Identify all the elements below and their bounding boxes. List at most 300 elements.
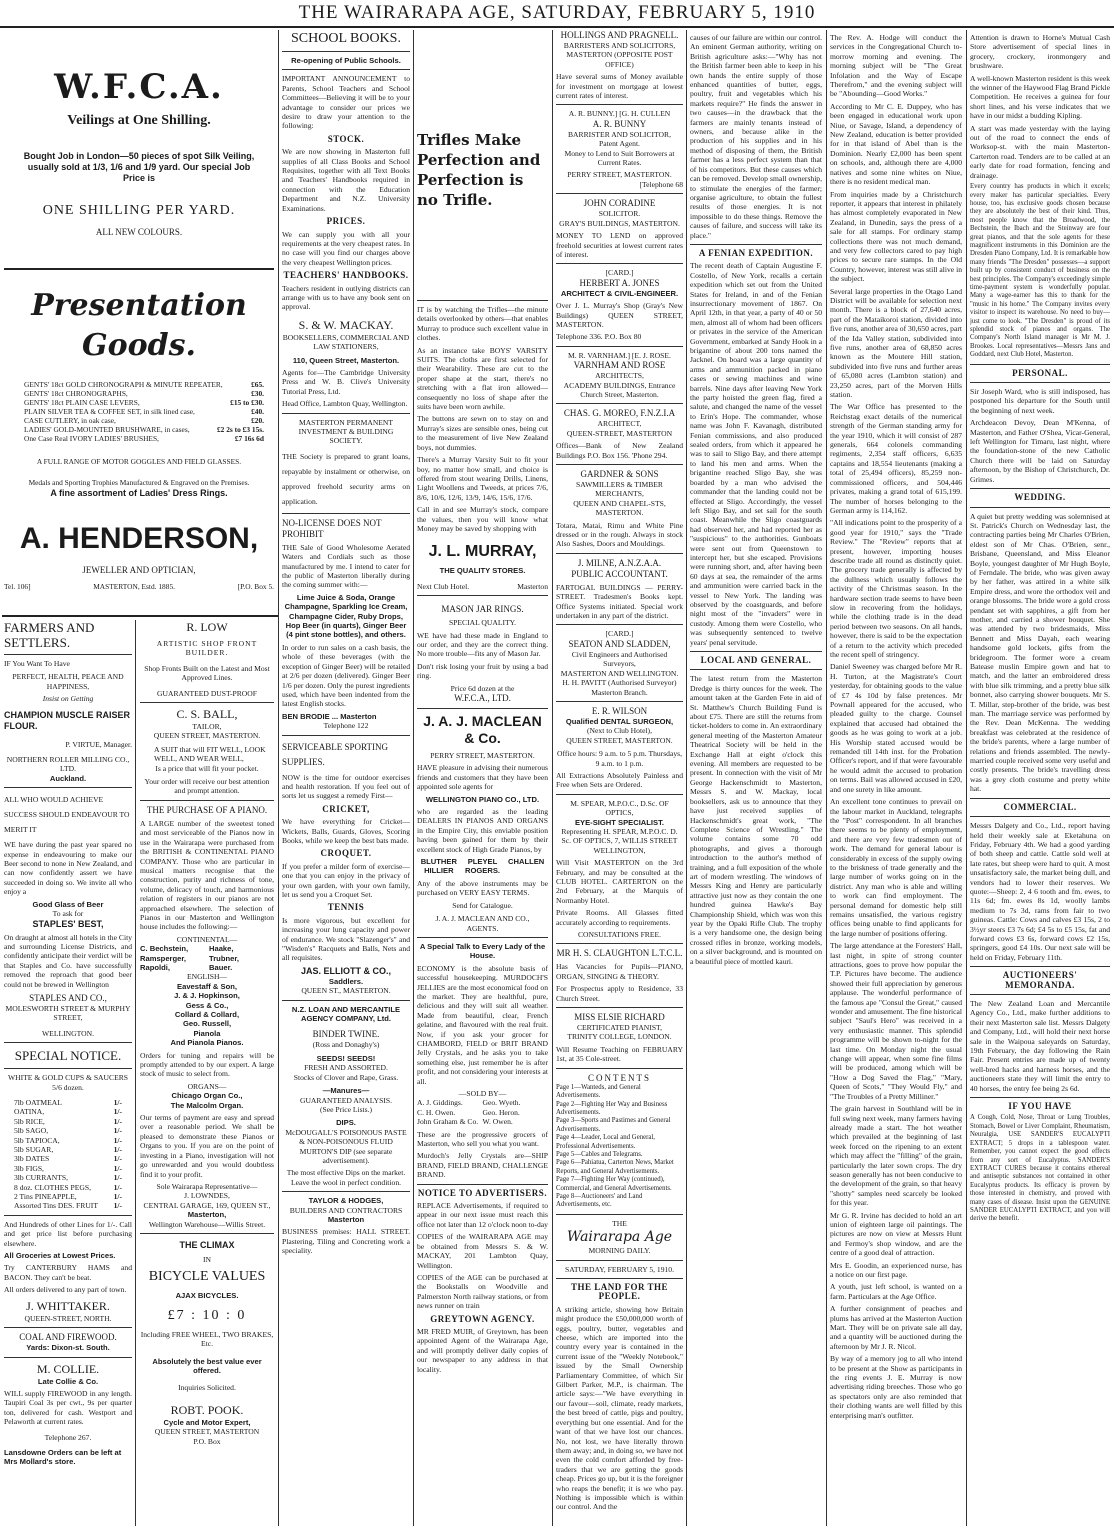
grocery-item-label: 5lb SUGAR, [14, 1145, 54, 1154]
suit-line: A SUIT that will FIT WELL, LOOK WELL, AND WEAR WELL, [154, 744, 266, 764]
twine-sub: (Ross and Donaghy's) [312, 1040, 380, 1050]
contents-item: Page 1—Wanteds, and General Advertisements. [556, 1083, 641, 1100]
maker-name: ROGERS. [464, 866, 500, 876]
collie-name: M. COLLIE. [36, 1361, 100, 1376]
copies2-body: COPIES of the AGE can be purchased at the Bookstalls on Woodville and Palmerston North railway stations, or from news runner on train [417, 1272, 548, 1311]
murray-town: Masterton [517, 581, 548, 591]
fred-body: MR FRED MUIR, of Greytown, has been appointed Agent of the Wairarapa Age, and will promptly deliver daily copies of our newspaper to any address in that locality. [417, 1326, 548, 1374]
contents-item: Page 4—Leader, Local and General, Professional Advertisements. [556, 1134, 655, 1150]
barristers-line: BARRISTERS AND SOLICITORS, [563, 41, 676, 50]
lend-line: Money to Lend to Suit Borrowers at Current Rates. [564, 148, 675, 168]
hodge-body: The Rev. A. Hodge will conduct the services in the Congregational Church to-morrow morning and evening. The morning subject will be "The Great Infolation and the Way of Escape Therefrom," and the evening subject will be "Abounding—Good Works." [830, 33, 962, 99]
lowest-line: All Groceries at Lowest Prices. [4, 1251, 116, 1261]
jones-name: HERBERT A. JONES [579, 277, 660, 288]
lowndes-name: J. LOWNDES, [184, 1191, 230, 1201]
contents-item: Page 3—Sports and Pastimes and General Advertisements. [556, 1117, 671, 1133]
greytown-heading: GREYTOWN AGENCY. [430, 1313, 535, 1324]
wellington-piano: WELLINGTON PIANO CO., LTD. [425, 794, 540, 804]
paper-name: Wairarapa Age [566, 1229, 673, 1246]
peaches-body: A further consignment of peaches and plums has arrived at the Masterton Auction Mart. They will be on private sale all day, and a quantity will be auctioned during the afternoon by Mr J. R. Nicol. [830, 1304, 962, 1351]
callin-body: Call in and see Murray's stock, compare the values, then you will know what Money may be saved by shopping with [417, 505, 548, 533]
masthead: THE WAIRARAPA AGE, SATURDAY, FEBRUARY 5, 1910 [0, 0, 1114, 28]
grocery-item-price: 1/- [113, 1107, 122, 1117]
pupils-line: Has Vacancies for Pupils—PIANO, ORGAN, SINGING & THEORY. [556, 962, 683, 981]
english-label: ENGLISH— [186, 972, 228, 982]
wilson-name: E. R. WILSON [591, 705, 648, 716]
maker-name: Ramsperger, [140, 953, 187, 963]
business-line: BUSINESS premises: HALL STREET. Plastering, Tiling and Concreting work a speciality. [282, 1227, 410, 1256]
trinity-line: TRINITY COLLEGE, LONDON. [567, 1032, 672, 1042]
beer-line: Good Glass of Beer [32, 899, 104, 909]
economy-body: ECONOMY is the absolute basis of successful housekeeping. MURDOCH'S JELLIES are the most economical food on the market. They are healthful, pure, delicious and they will suit all weather. Made from beautiful, clear, French gelatine, and flavoured with the real fruit. Now, if you ask your grocer for CHAMBORD, FIELD or BRIT BRAND Jelly Crystals, and he asks you to take something else, just remember he is after profit, and not considering your interests at all. [417, 963, 548, 1086]
mcdougall-line: McDOUGALL'S POISONOUS PASTE & NON-POISONOUS FLUID [285, 1127, 407, 1147]
moreo-trade: ARCHITECT, [597, 419, 642, 429]
consult-line: CONSULTATIONS FREE. [577, 930, 662, 940]
wfca-price: ONE SHILLING PER YARD. [42, 203, 236, 218]
maker-name: HILLIER [424, 866, 454, 876]
henderson-trade: JEWELLER AND OPTICIAN, [82, 564, 196, 575]
drinks-list: Lime Juice & Soda, Orange Champagne, Sparkling Ice Cream, Champagne Cider, Ruby Drops, Hop Beer (in quarts), Ginger Beer (4 pint stone bottles), and others. [284, 592, 408, 640]
grocery-item-label: 3lb FIGS, [14, 1163, 44, 1173]
claughton-name: MR H. S. CLAUGHTON L.T.C.L. [556, 948, 683, 959]
rings-line: A fine assortment of Ladies' Dress Rings. [50, 487, 228, 498]
saddlers-line: Saddlers. [328, 976, 364, 986]
prospectus-line: For Prospectus apply to Residence, 33 Church Street. [556, 984, 683, 1003]
rlow-name: R. LOW [186, 620, 228, 634]
contents-item: Page 8—Auctioneers' and Land Advertisements, etc. [556, 1192, 643, 1209]
virtue-line: P. VIRTUE, Manager. [65, 739, 132, 749]
seeds-heading: SEEDS! SEEDS! [316, 1053, 376, 1063]
canterbury-line: Try CANTERBURY HAMS and BACON. They can't be beat. [4, 1263, 132, 1282]
farmers-heading: FARMERS AND SETTLERS. [4, 620, 95, 650]
presentation-item [24, 398, 264, 407]
prices-body: We can supply you with all your requirements at the very cheapest rates. In no case will you find our charges above the very cheapest Wellington prices. [282, 229, 410, 267]
foresters-body: The large attendance at the Foresters' Hall, last night, in spite of strong counter attractions, goes to prove how popular the T.P. Pictures have become. The audience showed their full appreciation by generous applause. The wonderful performance of the famous ape "Consul the Great," caused wonder and amusement. The fine historical subject "Saul's Hero" was received in a very enthusiastic manner. This splendid programme will be shown to-night for the last time. On Monday night the usual change will appear, when some fine films will be produced, among which will be "How a Dog Saved the Flag," "Mary, Queen of Scots," "They Would Fly," and "The Troubles of a Pretty Milliner." [830, 941, 962, 1101]
presentation-item [24, 389, 264, 398]
yards-line: Yards: Dixon-st. South. [26, 1343, 110, 1353]
spear-name: M. SPEAR, M.P.O.C., D.Sc. OF OPTICS, [570, 798, 669, 818]
henderson-name: A. HENDERSON, [19, 521, 259, 555]
auctioneers-body: The New Zealand Loan and Mercantile Agency Co., Ltd., make further additions to their next Masterton sale list. Messrs Dalgety and Company, Ltd., will hold their next horse sale in the Waipoua saleyards on Saturday, 19th February, the day following the Rain Fair. Present entries are made up of twenty well-bred hacks and harness horses, and the auctioneers state they will limit the entry to 40 horses, the entry fee being 2s 6d. [970, 999, 1110, 1093]
queen110-line: 110, Queen Street, Masterton. [292, 355, 400, 365]
important-body: IMPORTANT ANNOUNCEMENT to Parents, School Teachers and School Committees—Believing it will be to your advantage to consider our prices we desire to draw your attention to the following: [282, 74, 410, 131]
absolutely-line: Absolutely the best value ever offered. [152, 1356, 262, 1375]
hollings-name: HOLLINGS AND PRAGNELL. [560, 30, 679, 40]
wfca-line: W.F.C.A., LTD. [454, 693, 511, 703]
seller-name: John Graham & Co. [417, 1117, 479, 1127]
pavitt-line: H. H. PAVITT (Authorised Surveyor) Masterton Branch. [562, 678, 677, 697]
grocery-item [14, 1192, 122, 1201]
card-label: [CARD.] [605, 268, 634, 278]
goodin-body: Mrs E. Goodin, an experienced nurse, has a notice on our first page. [830, 1260, 962, 1279]
stocks-line: Stocks of Clover and Rape, Grass. [293, 1072, 399, 1082]
quality-line: THE QUALITY STORES. [439, 566, 526, 576]
teachers-heading: TEACHERS' HANDBOOKS. [283, 270, 409, 281]
special-notice: SPECIAL NOTICE. [14, 1048, 122, 1064]
seller-name: W. Owen. [482, 1117, 513, 1127]
haywood-body: A well-known Masterton resident is this week the winner of the Haywood Flag Brand Pickle Competition. He receives a guinea for four short lines, and his verse indicates that we have in our midst a budding Kipling. [970, 73, 1110, 121]
maker-name: Pianola [193, 1028, 221, 1038]
grocery-item [14, 1145, 122, 1154]
collie-late: Late Collie & Co. [37, 1376, 99, 1386]
grocery-item-price: 1/- [113, 1126, 122, 1136]
varnham-names: M. R. VARNHAM.] [E. J. ROSE. [568, 350, 671, 360]
collie-tel: Telephone 267. [44, 1432, 92, 1442]
col4 [556, 30, 683, 1526]
presentation-item-label: CASE CUTLERY, in oak case, [24, 416, 116, 425]
presentation-item-label: LADIES' GOLD-MOUNTED BRUSHWARE, in cases, [24, 425, 190, 434]
prices-heading: PRICES. [326, 216, 366, 227]
coradine-money: MONEY TO LEND on approved freehold securities at lowest current rates of interest. [556, 231, 683, 259]
seller-name: A. J. Giddings. [417, 1098, 463, 1108]
nolicense-heading: NO-LICENSE DOES NOT PROHIBIT [282, 517, 382, 539]
grocery-item-label: 5lb RICE, [14, 1116, 45, 1126]
grocery-item [14, 1117, 122, 1126]
stock-body: We are now showing in Masterton full supplies of all Class Books and School Requisites, together with all Text Books and Teachers' Handbooks required in connection with the Education Department and N.Z. University Examinations. [282, 147, 410, 213]
col3 [417, 30, 548, 1526]
presentation-item [24, 425, 264, 434]
cups-line: WHITE & GOLD CUPS & SAUCERS 5/6 dozen. [7, 1073, 129, 1092]
land-body: A striking article, showing how Britain might produce the £50,000,000 worth of eggs, poultry, butter, vegetables and cheese, which are imported into the country every year is contained in the current issue of the "Weekly Notebook," issued by the Small Ownership Parliamentary Committee, of which Sir Gilbert Parker, M.P., is chairman. The article says:—"We have everything in our favour—soil, climate, ready markets, the best breed of cattle, pigs and poultry, everything but one essential. And for the want of that we have lost our chances. No, not lost, we have literally thrown them away; and, in doing so, we have not even the cold comfort afforded by free-traders that we are getting the goods cheap. Prices go up, but it is the foreigner who reaps the benefit; it is we who pay. Nothing is impossible which is within our control. And the [556, 1304, 683, 1512]
grocery-item [14, 1154, 122, 1163]
trifles-heading: Trifles Make Perfection and Perfection is no Trifle. [417, 131, 541, 209]
grocery-item [14, 1201, 122, 1210]
sweeney-body: Daniel Sweeney was charged before Mr R. H. Turton, at the Magistrate's Court yesterday, for obtaining goods to the value of £7 4s 10d by false pretences. Mr Pownall appeared for the accused, who pleaded guilty to the charge. Counsel explained that accused had obtained the goods as he was going to work at a job. His Worship stated accused would be remanded till 14th inst. for the Probation Officer's report, and if that were favourable he would admit the accused to probation on terms. Bail was allowed accused in £20, and one surety in like amount. [830, 662, 962, 794]
date-line: SATURDAY, FEBRUARY 5, 1910. [564, 1264, 674, 1274]
money-line: Have several sums of Money available for investment on mortgage at lowest current rates of interest. [556, 72, 683, 101]
special-talk: A Special Talk to Every Lady of the House. [419, 941, 546, 961]
maker-name: Gess & Co., [185, 1000, 229, 1010]
queen-m-line: QUEEN STREET, MASTERTON. [566, 735, 673, 745]
bunny-trade: BARRISTER AND SOLICITOR, [567, 129, 672, 139]
nzloan-name: N.Z. LOAN AND MERCANTILE AGENCY COMPANY, Ltd. [291, 1004, 401, 1024]
the-label: THE [612, 1218, 627, 1228]
tel122-line: Telephone 122 [323, 721, 369, 731]
col1-bottom [4, 620, 132, 1526]
bicycle-values: BICYCLE VALUES [148, 1269, 266, 1285]
presentation-list [24, 380, 264, 443]
murray-name: J. L. MURRAY, [428, 543, 537, 561]
bunny-perry: PERRY STREET, MASTERTON. [567, 170, 672, 180]
milne-name: J. MILNE, A.N.Z.A.A. [577, 557, 662, 568]
ball-address: QUEEN STREET, MASTERTON. [153, 731, 261, 741]
reopening-line: Re-opening of Public Schools. [291, 56, 401, 65]
queen-chapel-line: QUEEN AND CHAPEL-STS, MASTERTON. [573, 498, 666, 518]
grocery-item-label: 3lb CURRANTS, [14, 1173, 69, 1183]
tuning-line: Orders for tuning and repairs will be promptly attended to by our expert. A large stock of music to select from. [140, 1050, 274, 1079]
sawmillers-line: SAWMILLERS & TIMBER MERCHANTS, [575, 480, 663, 499]
academy-line: ACADEMY BUILDINGS, Entrance Church Street, Masterton. [563, 380, 676, 399]
collie-body: WILL supply FIREWOOD in any length. Taupiri Coal 3s per cwt., 9s per quarter ton, delivered for cash. Westport and Pelaworth at current rates. [4, 1388, 132, 1427]
masterton-well-line: MASTERTON AND WELLINGTON. [560, 668, 679, 678]
grain-body: The grain harvest in Southland will be in full swing next week, many farmers having already made a start. The hot weather which prevailed at the beginning of last week forced on the ripening to an extent which may affect the "filling" of the grain, particularly the later sown crops. The dry season generally has not been conducive to the development of the grain, so that heavy "shotty" samples need scarcely be looked for this year. [830, 1104, 962, 1208]
presentation-item-label: GENTS' 18ct GOLD CHRONOGRAPH & MINUTE REPEATER, [24, 380, 223, 389]
serge-body: There's a Murray Varsity Suit to fit your boy, no matter how small, and choice is offered from stout wearing Drills, Linens, Light Woollens and Tweeds, at prices 7/6, 8/6, 10/6, 12/6, 13/9, 14/6, 15/6, 17/6. [417, 455, 548, 502]
contents-item: Page 2—Fighting Her Way and Business Advertisements. [556, 1100, 668, 1116]
sellers-body: These are the progressive grocers of Masterton, who sell you what you want. [417, 1129, 548, 1149]
col5 [690, 30, 822, 1526]
sole-line: Sole Wairarapa Representative— [156, 1181, 258, 1191]
malcolm-line: The Malcolm Organ. [170, 1100, 244, 1110]
column-rule [686, 30, 687, 1526]
want-line: IF You Want To Have [4, 659, 70, 668]
grays-line: GRAY'S BUILDINGS, MASTERTON. [559, 218, 680, 228]
trade-body: "All indications point to the prosperity of a good year for 1910," says the "Trade Review." The "Review" reports that at present, however, importing houses describe trade all round as distinctly quiet. The grocery trade generally is affected by the dullness which usually follows the activity of the Christmas season. In the hardware section trade seems to have been slow in recovering from the holidays, while the clothing trade is in the dead period between two seasons. On all hands, however, there is said to be the expectation of a return to the activity which preceded the recent spell of stringency. [830, 518, 962, 659]
grocery-item-price: 1/- [113, 1135, 122, 1145]
memory-body: By way of a memory jog to all who intend to be present at the Show as participants in the ring events J. E. Murray is now advertising riding breeches. Those who go as spectators only are also reminded that their clothing wants are well filled by this enterprising man's outfitter. [830, 1354, 962, 1420]
hundreds-line: And Hundreds of other Lines for 1/-. Call and get price list before purchasing elsewhere. [4, 1219, 132, 1248]
grocery-item-label: 7lb OATMEAL [14, 1097, 62, 1107]
including-line: Including FREE WHEEL, TWO BRAKES, Etc. [140, 1329, 274, 1349]
grocery-item-price: 1/- [113, 1154, 122, 1164]
trifles-body: IT is by watching the Trifles—the minute details overlooked by others—that enables Murray to produce such excellent value in clothes. [417, 305, 548, 343]
orders-line: All orders delivered to any part of town. [4, 1285, 127, 1295]
cricket-body: We have everything for Cricket—Wickets, Balls, Guards, Gloves, Scoring Books, while we keep the best bats made. [282, 817, 410, 845]
presentation-item-label: One Case Real IVORY LADIES' BRUSHES, [24, 434, 159, 443]
dustproof-line: GUARANTEED DUST-PROOF [157, 688, 257, 698]
horne-body: Attention is drawn to Horne's Mutual Cash Store advertisement of special lines in grocery, crockery, ironmongery and brushware. [970, 33, 1110, 71]
agents-line: Agents for—The Cambridge University Press and W. B. Clive's University Tutorial Press, Ltd. [282, 367, 410, 396]
stamps-body: From inquiries made by a Christchurch reporter, it appears that interest in philately has almost completely evaporated in New Zealand, in Dunedin, says the press of a sale for all stamps. For ordinary stamp collections there was not much demand, and very few collectors cared to pay high prices to secure rare stamps. In the Old Country, however, interest was still alive in the subject. [830, 189, 962, 284]
grocery-item-price: 1/- [113, 1182, 122, 1192]
grocery-item-label: 8 doz. CLOTHES PEGS, [14, 1182, 91, 1192]
staples-co: STAPLES AND CO., [29, 992, 107, 1003]
henderson-address: MASTERTON, Estd. 1885. [93, 581, 175, 591]
youth-body: A youth, just left school, is wanted on a farm. Particulars at the Age Office. [830, 1282, 962, 1301]
coradine-name: JOHN CORADINE [583, 198, 656, 209]
grocery-item-price: 1/- [113, 1145, 122, 1154]
fresh-line: FRESH AND ASSORTED. [304, 1063, 388, 1073]
contents-list [556, 1084, 683, 1210]
otago-body: Several large properties in the Otago Land District will be available for selection next month. There is a block of 27,640 acres, part of the Mataikoroi station, divided into five runs, another area of 30,650 acres, part of the Ida Valley station, subdivided into five runs, another area of 68,850 acres known as the Moutere Hill station, subdivided into five runs and further areas of 65,080 acres (Lambton station) and 23,250 acres, part of the Morven Hills station. [830, 286, 962, 400]
perry-line: PERRY STREET, MASTERTON. [430, 751, 535, 760]
piano-title: THE PURCHASE OF A PIANO. [146, 804, 268, 815]
col6 [830, 30, 962, 1526]
continental-makers [140, 944, 274, 972]
piano-body: A LARGE number of the sweetest toned and most serviceable of the Pianos now in use in the Wairarapa were purchased from the BRITISH & CONTINENTAL PIANO COMPANY. Those who are particular in musical matters recognise that the construction, purity and richness of tone, volume, delicacy of touch, and harmonious relation of registers in our pianos are not approached elsewhere. The selection of Pianos in our Masterton and Wellington house includes the following:— [140, 818, 274, 932]
henderson-tel: Tel. 106] [4, 581, 31, 591]
ball-name: C. S. BALL, [176, 707, 238, 722]
insist-line: Insist on Getting [42, 694, 94, 704]
croquet-body: If you prefer a milder form of exercise—one that you can enjoy in the privacy of your own garden, with your own family, let us send you a Croquet Set. [282, 861, 410, 899]
success-line: ALL WHO WOULD ACHIEVE SUCCESS SHOULD ENDEAVOUR TO MERIT IT [4, 795, 130, 835]
wfca-body: Bought Job in London—50 pieces of spot Silk Veiling, usually sold at 1/3, 1/6 and 1/9 yard. Our special Job Price is [23, 151, 255, 183]
molesworth-line: MOLESWORTH STREET & MURPHY STREET, [5, 1003, 131, 1023]
grocery-item-price: 1/- [113, 1097, 122, 1107]
attention-line: Your order will receive our best attention and prompt attention. [144, 777, 270, 796]
mason-heading: MASON JAR RINGS. [441, 604, 524, 615]
divider [2, 615, 278, 617]
speciality-line: SPECIAL QUALITY. [448, 618, 517, 628]
next-club-line: (Next to Club Hotel), [587, 726, 652, 736]
col2 [282, 30, 410, 1526]
taylor-location: Masterton [327, 1214, 365, 1224]
chicago-line: Chicago Organ Co., [171, 1091, 243, 1101]
extractions-line: All Extractions Absolutely Painless and Free when Sets are Ordered. [556, 770, 683, 790]
murdoch-line: Murdoch's Jelly Crystals are—SHIP BRAND, FIELD BRAND, CHALLENGE BRAND. [417, 1151, 548, 1180]
maker-name: J. & J. Hopkinson, [174, 991, 240, 1001]
wedding-heading: WEDDING. [1014, 492, 1066, 503]
richard-name: MISS ELSIE RICHARD [574, 1012, 665, 1023]
mckenna-body: Archdeacon Devoy, Dean M'Kenna, of Masterton, and Father O'Shea, Vicar-General, left Wellington for Timaru, last night, where the foundation-stone of the new Catholic Church there will be laid on Saturday afternoon, by the Bishop of Christchurch, Dr. Grimes. [970, 418, 1110, 484]
maker-name: Geo. Russell, [182, 1019, 232, 1029]
grocery-item [14, 1098, 122, 1107]
staples-body: WE have during the past year spared no expense in endeavouring to make our Beer second to none in New Zealand, and can now confidently assert we have succeeded in doing so. We invite all who enjoy a [4, 840, 132, 897]
taylor-name: TAYLOR & HODGES, [308, 1196, 384, 1206]
staples-best: STAPLES' BEST, [32, 918, 104, 929]
maker-name: PLEYEL [467, 857, 498, 867]
commercial-body: Messrs Dalgety and Co., Ltd., report having held their weekly sale at Eketahuna on Friday, February 4th. We had a good yarding of both sheep and cattle. Cattle sold well at late rates, but sheep were hard to quit. A most unsatisfactory sale, the market being dull, and vendors had to lower their reserves. We quote:—Sheep: 2, 4 6 tooth and fm. ewes, to 11s 6d; fm. ewes 8s 1d, woolly lambs medium to 7s 3d, rams from fair to two guineas. Cattle: Cows and calves £3 15s, 2 to 3½yr steers £3 7s 6d; £4 5s to £5 15s, fat and forward cows £3 6s, forward cows £2 15s, springers, good £4 10s. Our next sale will be held on Friday, February 11th. [970, 821, 1110, 962]
auctioneers-heading: AUCTIONEERS' MEMORANDA. [1002, 970, 1078, 990]
tennis-body: Is more vigorous, but excellent for increasing your lung capacity and power of endurance. We stock "Slazenger's" and "Wisden's" Racquets and Balls, Nets and all requisites. [282, 915, 410, 963]
bicycle-price: £7 : 10 : 0 [167, 1307, 247, 1323]
cricket-heading: CRICKET, [322, 803, 370, 814]
pook-name: ROBT. POOK. [170, 1402, 244, 1417]
war-body: The War Office has presented to the Reichstag exact details of the numerical strength of the German standing army for the year 1910, which it will consist of 287 generals, 664 colonels commanding regiments, 2,354 staff officers, 6,635 captains and 18,554 lieutenants (making a total of 25,494 officers), 85,259 non-commissioned officers, and 504,446 privates, making a grand total of 615,199. The number of horses belonging to the German army is 114,162. [830, 402, 962, 515]
maker-name: Haake, [209, 944, 234, 954]
presentation-item-price: £65. [251, 380, 264, 389]
coradine-solicitor: SOLICITOR. [598, 209, 641, 219]
presentation-title: Presentation Goods. [31, 288, 247, 363]
presentation-item-price: £7 16s 6d [234, 434, 264, 443]
ball-trade: TAILOR, [192, 722, 222, 732]
inquiries-line: Inquiries Solicited. [178, 1383, 236, 1393]
terms-body: Our terms of payment are easy and spread over a reasonable period. We shall be pleased to demonstrate these Pianos or Organs to you. If you are on the point of investing in a Piano, investigation will not go unrewarded and you would doubtless find it to your profit. [140, 1113, 274, 1179]
mason-body: WE have had these made in England to our order, and they are the correct thing. No more trouble—fits any of Mason Jar. [417, 630, 548, 659]
presentation-item-price: £20. [251, 416, 264, 425]
col1b-right [140, 620, 274, 1526]
presentation-item-price: £40. [251, 407, 264, 416]
grocery-item-label: 5lb TAPIOCA, [14, 1135, 60, 1145]
price-line: Price 6d dozen at the [450, 683, 515, 693]
grocery-item-price: 1/- [113, 1173, 122, 1183]
grocery-item-price: 1/- [113, 1192, 122, 1202]
draught-body: On draught at almost all hotels in the City and surrounding License Districts, and confidently anticipate their verdict will be that Staples and Co. have successfully removed the reproach that good beer could not be brewed in Wellington [4, 932, 132, 989]
organs-label: ORGANS— [187, 1081, 227, 1091]
grocery-item-price: 1/- [113, 1116, 122, 1126]
stock-heading: STOCK. [327, 133, 365, 144]
ifyou-heading: IF YOU HAVE [1008, 1101, 1072, 1112]
opposite-line: MASTERTON (OPPOSITE POST OFFICE) [566, 50, 673, 69]
send-line: Send for Catalogue. [452, 900, 513, 910]
maclean-name: J. A. J. MACLEAN & Co. [423, 713, 542, 746]
tennis-heading: TENNIS [327, 902, 365, 913]
flour-name: CHAMPION MUSCLE RAISER FLOUR. [4, 709, 131, 731]
shopfronts-line: Shop Fronts Built on the Latest and Most Approved Lines. [144, 663, 270, 683]
contents-heading: CONTENTS [588, 1072, 651, 1083]
copies-body: COPIES of the WAIRARAPA AGE may be obtained from Messrs S. & W. MACKAY, 201 Lambton Quay, Wellington. [417, 1232, 548, 1270]
morning-line: MORNING DAILY. [588, 1246, 651, 1256]
leading-body: who are regarded as the leading DEALERS IN PIANOS AND ORGANS in the Empire City, this enviable position having been gained for them by their excellent stock of High Grade Pianos, by [417, 807, 548, 854]
croquet-heading: CROQUET. [320, 848, 372, 859]
booksellers-line: BOOKSELLERS, COMMERCIAL AND LAW STATIONERS, [282, 332, 410, 352]
bunny-names: A. R. BUNNY.] [G. H. CULLEN [568, 109, 671, 119]
elliott-address: QUEEN ST., MASTERTON. [301, 986, 391, 996]
contents-item: Page 6—Pahiatua, Carterton News, Market Reports, and General Advertisements. [556, 1159, 674, 1175]
guaranteed-line: GUARANTEED ANALYSIS. [299, 1095, 393, 1105]
sold-by: —SOLD BY— [458, 1089, 507, 1098]
bunny-tel: [Telephone 68 [639, 179, 683, 189]
grocery-item [14, 1136, 122, 1145]
brodie-line: BEN BRODIE ... Masterton [282, 711, 377, 721]
teachers-body: Teachers resident in outlying districts can arrange with us to have any book sent on approval. [282, 283, 410, 312]
auckland-line: Auckland. [49, 773, 87, 783]
perfect-line: PERFECT, HEALTH, PEACE AND HAPPINESS, [12, 672, 124, 691]
coal-heading: COAL AND FIREWOOD. [19, 1332, 117, 1343]
certificated-line: CERTIFICATED PIANIST, [576, 1023, 663, 1033]
grocery-item [14, 1173, 122, 1182]
suits-body: As an instance take BOYS' VARSITY SUITS. The cloths are first selected for their Wearability. These are cut to the proper shape at the start, there's no stretching with a flat iron allowed—consequently no loss of shape after the suits have been worn awhile. [417, 345, 548, 412]
fenian-body: The recent death of Captain Augustine F. Costello, of New York, recalls a certain expedition which set out from the United States for Ireland, in and of the Fenian insurrectionary movement of 1867. On April 12th, in that year, a party of 40 or 50 men, almost all of whom had been officers or privates in the service of the American Government, embarked at Sandy Hook in a brigantine of about 200 tons named the Jacknel. On board was a large quantity of arms and ammunition packed in piano cases or sewing machines and wine barrels. Nine days after leaving New York the party hoisted the green flag, fired a salute, and changed the name of the vessel to Erin's Hope. The commander, whose name was John F. Kavanagh, distributed Fenian commissions, and also produced sealed orders, from which it appeared he was to sail to Sligo Bay, and there attempt to land his men and arms. When the brigantine reached Sligo Bay, she was boarded by a man who advised the commander that the landing could not be effected at Sligo. Accordingly, the vessel left Sligo Bay, and set sail for the south coast. Meanwhile the Sligo coastguards had observed her, and had reported her as "suspicious" to the authorities. Gunboats were sent out from Queenstown to intercept her, but she escaped. Provisions were running short, and, after having been 60 days at sea, the remainder of the arms and ammunition were carried back in the vessel to New York. The landing was observed by the coastguards, and before night most of the "invaders" were in custody. Among them were Costello, who was subsequently sentenced to twelve years' penal servitude. [690, 261, 822, 647]
english-makers [140, 982, 274, 1038]
col7 [970, 30, 1110, 1526]
column-rule [966, 30, 967, 1526]
causes-body: causes of our failure are within our control. An eminent German authority, writing on British agriculture asks:—"Why has not the British farmer been able to keep in his own hands the entire supply of those enhanced quantities of butter, eggs, poultry, fruit and vegetables which his markets require?" He finds the answer in two causes—in the drawback that the farmers are mainly tenants instead of owners, and because alike in the production of his supplies and in his method of disposing of them, the British farmer has a less perfect system than that of his competitors. But these causes which can be removed. Develop small ownership, to stimulate the energies of the farmer; organise agriculture, to obtain the fullest results of those energies. It is not impossible to do these things. Remove the causes of failure, and success will take its place." [690, 33, 822, 240]
maclean2-line: J. A. J. MACLEAN AND CO., [435, 914, 530, 924]
in-line: IN [202, 1254, 211, 1264]
maker-name: Bauer. [209, 962, 233, 972]
pianola-line: And Pianola Pianos. [170, 1038, 244, 1048]
land-heading: THE LAND FOR THE PEOPLE. [570, 1282, 669, 1302]
wedding-body: A quiet but pretty wedding was solemnised at St. Patrick's Church on Wednesday last, the contracting parties being Mr Charles O'Brien, eldest son of Mr Chas. O'Brien, senr., Brisbane, Queensland, and Miss Eleanor Boyle, youngest daughter of Mr Hugh Boyle, of Ferndale. The bride, who was given away by her father, was attired in a white silk Empire dress, and wore the orthodox veil and orange blossoms. The bride wore a gold cross pendant set with sapphires, a gift from her mother, and carried a shower bouquet. She was attended by two bridesmaids, Miss Bennett and Miss Dayah, each wearing handsome gold lockets, gifts from the bridegroom. The former wore a cream Batease muslin Empire gown and hat to match, and the latter an embroidered dress with blue silk trimming, and a pretty blue silk bonnet, also carrying shower bouquets. Mr S. T. Millar, step-brother of the bride, was best man. The marriage service was performed by the Rev. Dean McKenna. The wedding breakfast was celebrated at the residence of the bride's parents, where a large number of relations and friends assembled. The newly-married couple received some very useful and costly presents. The bride's travelling dress was a grey cloth costume and pretty white hat. [970, 511, 1110, 794]
resume-line: Will Resume Teaching on FEBRUARY 1st, at 35 Cole-street. [556, 1044, 683, 1064]
maker-name: CHALLEN [508, 857, 545, 867]
sander-body: A Cough, Cold, Nose, Throat or Lung Troubles, Stomach, Bowel or Liver Complaint, Rheumatism, Neuralgia, USE SANDER'S EUCALYPTI EXTRACT; 5 drops in a tablespoon water. Remember, you cannot expect the good effects from any sort of Eucalyptus. SANDER'S EXTRACT CURES because it contains ethereal and antiseptic substances not contained in other Eucalyptus products. Its efficacy is proven by those interested in chemistry, and proved with many cases of disease. Insist upon the GENUINE SANDER EUCALYPTI EXTRACT, and you will derive the benefit. [970, 1114, 1110, 1223]
grocery-item-label: 5lb SAGO, [14, 1126, 49, 1136]
maker-name: BLUTHER [420, 857, 457, 867]
local-body: The latest return from the Masterton Dredge is thirty ounces for the week. The amount taken at the Garden Fete in aid of St. Matthew's Church Building Fund is about £75. There are still the returns from ticket-holders to come in. An extraordinary general meeting of the Masterton Amateur Theatrical Society will be held in the Exchange Hall at eight o'clock this evening. All members are requested to be present. In connection with the visit of Mr George Hackenschmidt to Masterton, Messrs S. and W. Mackay, local booksellers, ask us to announce that they have just received supplies of Hackenschmidt's great work, "The Complete Science of Wrestling." The volume contains some 70 odd photographs, and gives a thorough introduction to the author's method of training, and a full exposition of the whole art of modern wrestling. The windows of Messrs King and Henry are particularly attractive just now as they contain the one hundred guinea Hawke's Bay Championship Shield, which was won this year by the Opaki Rifle Club. The trophy is a very handsome one, the design being crossed rifles in bronze, working models, on a silver background, and is mounted on a beautiful piece of mottled kauri. [690, 674, 822, 966]
column-rule [135, 620, 136, 1526]
maker-name: Eavestaff & Son, [177, 981, 237, 991]
contents-item: Page 5—Cables and Telegrams. [556, 1150, 643, 1158]
seeprice-line: (See Price Lists.) [319, 1104, 373, 1114]
have-body: HAVE pleasure in advising their numerous friends and customers that they have been appointed sole agents for [417, 763, 548, 792]
pook-trade: Cycle and Motor Expert, [163, 1417, 251, 1427]
gardner-name: GARDNER & SONS [580, 469, 659, 479]
now-body: NOW is the time for outdoor exercises and health restoration. If you feel out of sorts let us suggest a remedy First— [282, 772, 410, 801]
head-office-line: Head Office, Lambton Quay, Wellington. [282, 399, 408, 409]
presentation-item-label: GENTS' 18ct CHRONOGRAPHS, [24, 389, 128, 398]
contents-item: Page 7—Fighting Her Way (continued), Commercial, and General Advertisements. [556, 1176, 672, 1192]
private-line: Private Rooms. All Glasses fitted accurately according to requirements. [556, 908, 683, 927]
henderson-box: [P.O. Box 5. [237, 581, 274, 591]
northern-line: NORTHERN ROLLER MILLING CO., LTD. [6, 755, 130, 774]
civil-line: Civil Engineers and Authorised Surveyors, [571, 649, 668, 669]
grocery-item-price: 1/- [113, 1163, 122, 1173]
moreo-office: Offices—Bank of New Zealand Buildings P.O. Box 156. 'Phone 294. [556, 441, 683, 460]
seller-name: Geo. Wyeth. [482, 1098, 521, 1108]
local-heading: LOCAL AND GENERAL. [700, 655, 812, 665]
twine-heading: BINDER TWINE. [312, 1029, 380, 1040]
nolicense-body: THE Sale of Good Wholesome Aerated Waters and Cordials such as those manufactured by me. I intend to cater for the public of Masterton liberally during the coming summer with:— [282, 542, 410, 590]
patent-line: Patent Agent. [599, 139, 640, 149]
dips-heading: DIPS. [336, 1118, 356, 1128]
whittaker-name: J. WHITTAKER. [26, 1298, 110, 1313]
climax-heading: THE CLIMAX [179, 1239, 235, 1250]
presentation-item-label: GENTS' 18ct PLAIN CASE LEVERS, [24, 398, 140, 407]
wellington-warehouse: Wellington Warehouse—Willis Street. [148, 1219, 266, 1229]
grocery-item-label: Assorted Tins DES. FRUIT [14, 1201, 98, 1211]
drinks-body: In order to run sales on a cash basis, the whole of these beverages (with the exception of Ginger Beer) will be retailed at 2/6 per dozen (delivered). Ginger Beer 1/6 per dozen. Only the purest ingredients used, which have been indented from the latest English stocks. [282, 642, 410, 709]
column-rule [278, 30, 279, 1526]
presentation-item [24, 434, 264, 443]
labour-body: An excellent tone continues to prevail on the labour market in Auckland, telegraphs the "Post" correspondent. In all branches there seems to be plenty of employment, and there are very few tradesmen out of work. The demand for general labour is considerably in excess of the supply owing to the briskness of trade generally and the large number of works going on in the district. Any man who is able and willing to work can find employment. The personal demand for domestic help still remains unsatisfied, the various registry offices being unable to find applicants for the large number of positions offering. [830, 797, 962, 938]
seller-name: Geo. Heron. [482, 1107, 520, 1117]
continental-label: CONTINENTAL— [176, 934, 238, 944]
visit-body: Will Visit MASTERTON on the 3rd February, and may be consulted at the CLUB HOTEL. CARTERTON on the 2nd February, at the Marquis of Normanby Hotel. [556, 858, 683, 905]
grocery-item [14, 1183, 122, 1192]
medals-line: Medals and Sporting Trophies Manufactured & Engraved on the Premises. [28, 478, 250, 488]
